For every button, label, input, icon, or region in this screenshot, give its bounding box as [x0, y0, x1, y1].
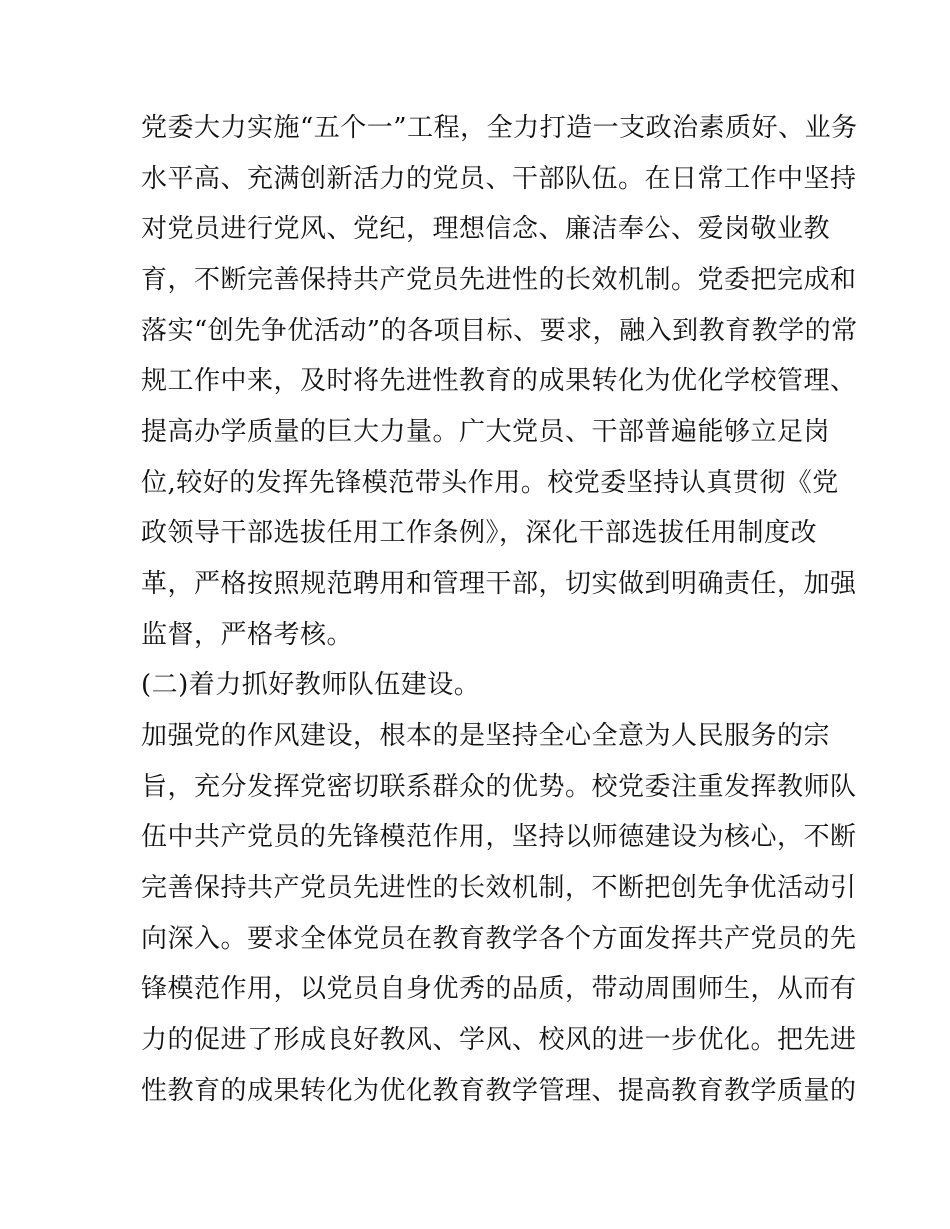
text-line-6: 规工作中来，及时将先进性教育的成果转化为优化学校管理、 — [141, 366, 857, 396]
text-line-10: 革，严格按照规范聘用和管理干部，切实做到明确责任，加强 — [141, 569, 857, 599]
text-line-20: 性教育的成果转化为优化教育教学管理、提高教育教学质量的 — [141, 1076, 857, 1106]
text-line-8: 位,较好的发挥先锋模范带头作用。校党委坚持认真贯彻《党 — [141, 468, 839, 498]
text-line-1: 党委大力实施“五个一”工程，全力打造一支政治素质好、业务 — [141, 113, 858, 143]
text-line-17: 向深入。要求全体党员在教育教学各个方面发挥共产党员的先 — [141, 924, 857, 954]
text-line-13: 加强党的作风建设，根本的是坚持全心全意为人民服务的宗 — [141, 721, 831, 751]
text-line-2: 水平高、充满创新活力的党员、干部队伍。在日常工作中坚持 — [141, 164, 857, 194]
text-line-3: 对党员进行党风、党纪，理想信念、廉洁奉公、爱岗敬业教 — [141, 214, 831, 244]
text-line-16: 完善保持共产党员先进性的长效机制，不断把创先争优活动引 — [141, 873, 857, 903]
text-line-19: 力的促进了形成良好教风、学风、校风的进一步优化。把先进 — [141, 1025, 857, 1055]
section-heading: (二)着力抓好教师队伍建设。 — [141, 670, 481, 700]
text-line-18: 锋模范作用，以党员自身优秀的品质，带动周围师生，从而有 — [141, 974, 857, 1004]
text-line-11: 监督，严格考核。 — [141, 620, 354, 650]
text-line-4: 育，不断完善保持共产党员先进性的长效机制。党委把完成和 — [141, 265, 857, 295]
text-line-5: 落实“创先争优活动”的各项目标、要求，融入到教育教学的常 — [141, 316, 858, 346]
text-line-9: 政领导干部选拔任用工作条例》，深化干部选拔任用制度改 — [141, 518, 818, 548]
text-line-15: 伍中共产党员的先锋模范作用，坚持以师德建设为核心，不断 — [141, 822, 857, 852]
text-line-7: 提高办学质量的巨大力量。广大党员、干部普遍能够立足岗 — [141, 417, 831, 447]
text-line-14: 旨，充分发挥党密切联系群众的优势。校党委注重发挥教师队 — [141, 772, 857, 802]
